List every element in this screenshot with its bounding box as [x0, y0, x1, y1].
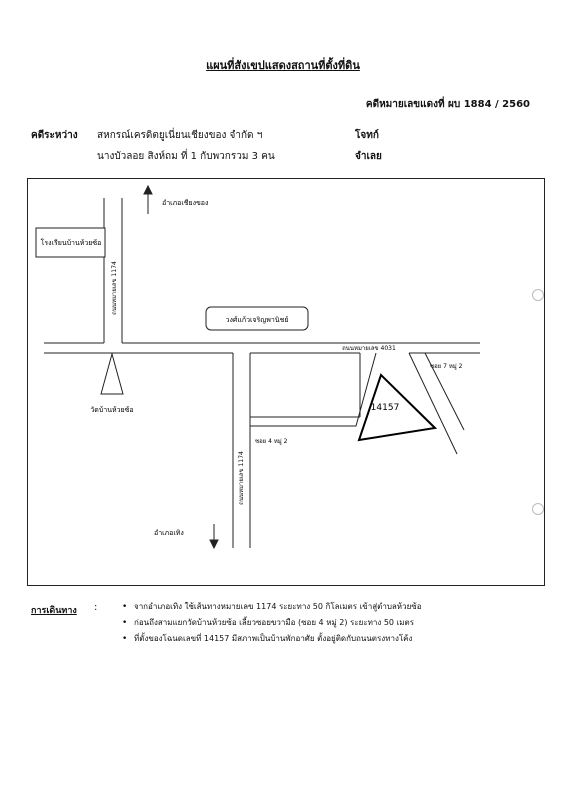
document-title: แผนที่สังเขปแสดงสถานที่ตั้งที่ดิน: [206, 59, 360, 72]
road-4031-label: ถนนหมายเลข 4031: [342, 345, 396, 352]
binder-hole: [532, 503, 544, 515]
parcel-number: 14157: [370, 403, 400, 413]
direction-item: • จากอำเภอเทิง ใช้เส้นทางหมายเลข 1174 ระยะทาง 50 กิโลเมตร เข้าสู่ตำบลห้วยซ้อ: [122, 601, 422, 617]
plaintiff-label: โจทก์: [355, 130, 379, 141]
direction-item: • ที่ตั้งของโฉนดเลขที่ 14157 มีสภาพเป็นบ้านพักอาศัย ตั้งอยู่ติดกับถนนตรงทางโค้ง: [122, 633, 422, 649]
direction-item: • ก่อนถึงสามแยกวัดบ้านห้วยซ้อ เลี้ยวซอยขวามือ (ซอย 4 หมู่ 2) ระยะทาง 50 เมตร: [122, 617, 422, 633]
case-number: คดีหมายเลขแดงที่ ผบ 1884 / 2560: [365, 99, 530, 110]
road-1174-north-label: ถนนหมายเลข 1174: [111, 261, 118, 315]
to-thoeng-label: อำเภอเทิง: [154, 529, 184, 537]
defendant-name: นางบัวลอย สิงห์ถม ที่ 1 กับพวกรวม 3 คน: [97, 151, 275, 162]
location-map: [27, 178, 545, 586]
directions-list: [122, 601, 422, 649]
road-1174-south-label: ถนนหมายเลข 1174: [238, 451, 245, 505]
shop-label: วงศ์แก้วเจริญพานิชย์: [225, 316, 289, 324]
directions-label: การเดินทาง: [31, 606, 77, 616]
school-label: โรงเรียนบ้านห้วยซ้อ: [40, 239, 102, 247]
binder-hole: [532, 289, 544, 301]
parties-label: คดีระหว่าง: [31, 130, 78, 141]
soi-7-label: ซอย 7 หมู่ 2: [430, 363, 463, 370]
to-chiang-khong-label: อำเภอเชียงของ: [162, 199, 209, 207]
plaintiff-name: สหกรณ์เครดิตยูเนี่ยนเชียงของ จำกัด ฯ: [97, 130, 263, 141]
soi-4-label: ซอย 4 หมู่ 2: [255, 438, 288, 445]
directions-colon: :: [94, 602, 98, 613]
defendant-label: จำเลย: [355, 151, 382, 162]
temple-label: วัดบ้านห้วยซ้อ: [90, 406, 134, 414]
